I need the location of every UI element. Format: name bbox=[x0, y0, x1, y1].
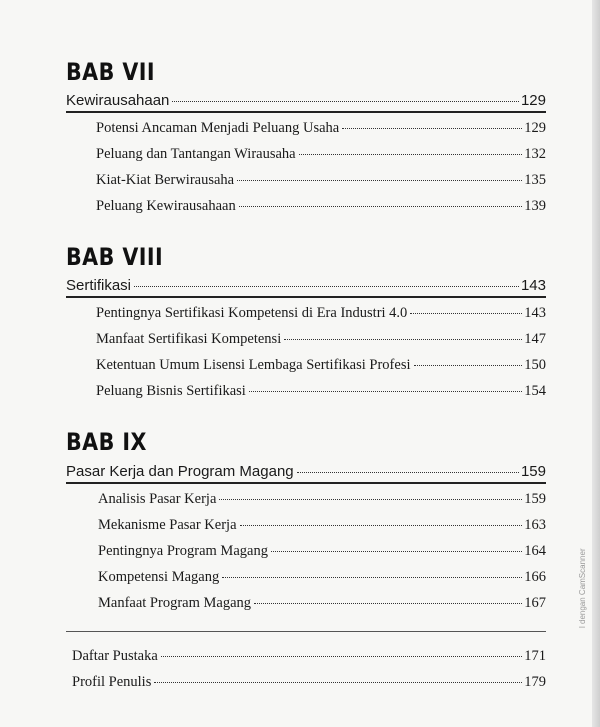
dot-leader bbox=[240, 525, 523, 526]
toc-entry[interactable] bbox=[98, 542, 546, 560]
toc-entry[interactable] bbox=[96, 330, 546, 348]
entry-page: 166 bbox=[524, 569, 546, 585]
toc-entry[interactable] bbox=[96, 382, 546, 400]
dot-leader bbox=[219, 499, 522, 500]
section-underline bbox=[66, 111, 546, 113]
entry-page: 150 bbox=[524, 357, 546, 373]
dot-leader bbox=[161, 656, 522, 657]
dot-leader bbox=[239, 206, 523, 207]
entry-page: 171 bbox=[524, 648, 546, 664]
dot-leader bbox=[297, 472, 519, 473]
dot-leader bbox=[172, 101, 519, 102]
toc-section-entry[interactable] bbox=[66, 463, 546, 481]
toc-section-entry[interactable] bbox=[66, 92, 546, 110]
entry-title: Analisis Pasar Kerja bbox=[98, 491, 217, 507]
entry-title: Mekanisme Pasar Kerja bbox=[98, 517, 237, 533]
entry-page: 163 bbox=[524, 517, 546, 533]
entry-title: Kiat-Kiat Berwirausaha bbox=[96, 172, 235, 188]
dot-leader bbox=[249, 391, 522, 392]
toc-entry[interactable] bbox=[98, 490, 546, 508]
dot-leader bbox=[299, 154, 523, 155]
entry-title: Ketentuan Umum Lisensi Lembaga Sertifikasi Profesi bbox=[96, 357, 411, 373]
dot-leader bbox=[154, 682, 522, 683]
toc-entry[interactable] bbox=[96, 171, 546, 189]
entry-title: Potensi Ancaman Menjadi Peluang Usaha bbox=[96, 120, 340, 136]
entry-title: Pentingnya Sertifikasi Kompetensi di Era Industri 4.0 bbox=[96, 305, 408, 321]
toc-entry[interactable] bbox=[96, 145, 546, 163]
entry-title: Manfaat Program Magang bbox=[98, 595, 252, 611]
entry-page: 139 bbox=[524, 198, 546, 214]
entry-title: Pentingnya Program Magang bbox=[98, 543, 268, 559]
entry-page: 164 bbox=[524, 543, 546, 559]
entry-page: 167 bbox=[524, 595, 546, 611]
page-edge-shadow bbox=[592, 0, 600, 727]
entry-page: 135 bbox=[524, 172, 546, 188]
dot-leader bbox=[237, 180, 522, 181]
toc-entry[interactable] bbox=[96, 356, 546, 374]
dot-leader bbox=[284, 339, 522, 340]
entry-title: Peluang dan Tantangan Wirausaha bbox=[96, 146, 296, 162]
entry-page: 154 bbox=[524, 383, 546, 399]
dot-leader bbox=[410, 313, 522, 314]
chapter-heading: BAB VII bbox=[66, 58, 155, 86]
toc-entry[interactable] bbox=[96, 119, 546, 137]
entry-title: Daftar Pustaka bbox=[72, 648, 158, 664]
entry-page: 143 bbox=[524, 305, 546, 321]
dot-leader bbox=[254, 603, 522, 604]
entry-title: Kewirausahaan bbox=[66, 92, 170, 109]
toc-entry[interactable] bbox=[96, 197, 546, 215]
entry-title: Peluang Bisnis Sertifikasi bbox=[96, 383, 246, 399]
toc-back-matter-entry[interactable] bbox=[72, 673, 546, 691]
toc-entry[interactable] bbox=[98, 516, 546, 534]
dot-leader bbox=[414, 365, 523, 366]
chapter-heading: BAB IX bbox=[66, 428, 147, 456]
toc-entry[interactable] bbox=[98, 568, 546, 586]
dot-leader bbox=[134, 286, 519, 287]
scanner-watermark-text: l dengan CamScanner bbox=[578, 548, 587, 628]
entry-page: 143 bbox=[520, 277, 546, 294]
entry-page: 129 bbox=[524, 120, 546, 136]
section-underline bbox=[66, 482, 546, 484]
toc-entry[interactable] bbox=[98, 594, 546, 612]
back-matter-divider bbox=[66, 631, 546, 632]
entry-page: 159 bbox=[520, 463, 546, 480]
entry-title: Profil Penulis bbox=[72, 674, 152, 690]
toc-entry[interactable] bbox=[96, 304, 546, 322]
section-underline bbox=[66, 296, 546, 298]
dot-leader bbox=[271, 551, 522, 552]
entry-page: 129 bbox=[520, 92, 546, 109]
entry-title: Kompetensi Magang bbox=[98, 569, 220, 585]
entry-title: Sertifikasi bbox=[66, 277, 132, 294]
entry-page: 132 bbox=[524, 146, 546, 162]
toc-section-entry[interactable] bbox=[66, 277, 546, 295]
entry-title: Peluang Kewirausahaan bbox=[96, 198, 236, 214]
entry-page: 147 bbox=[524, 331, 546, 347]
dot-leader bbox=[222, 577, 522, 578]
entry-page: 179 bbox=[524, 674, 546, 690]
dot-leader bbox=[342, 128, 522, 129]
entry-title: Pasar Kerja dan Program Magang bbox=[66, 463, 294, 480]
toc-back-matter-entry[interactable] bbox=[72, 647, 546, 665]
entry-page: 159 bbox=[524, 491, 546, 507]
entry-title: Manfaat Sertifikasi Kompetensi bbox=[96, 331, 282, 347]
chapter-heading: BAB VIII bbox=[66, 243, 164, 271]
